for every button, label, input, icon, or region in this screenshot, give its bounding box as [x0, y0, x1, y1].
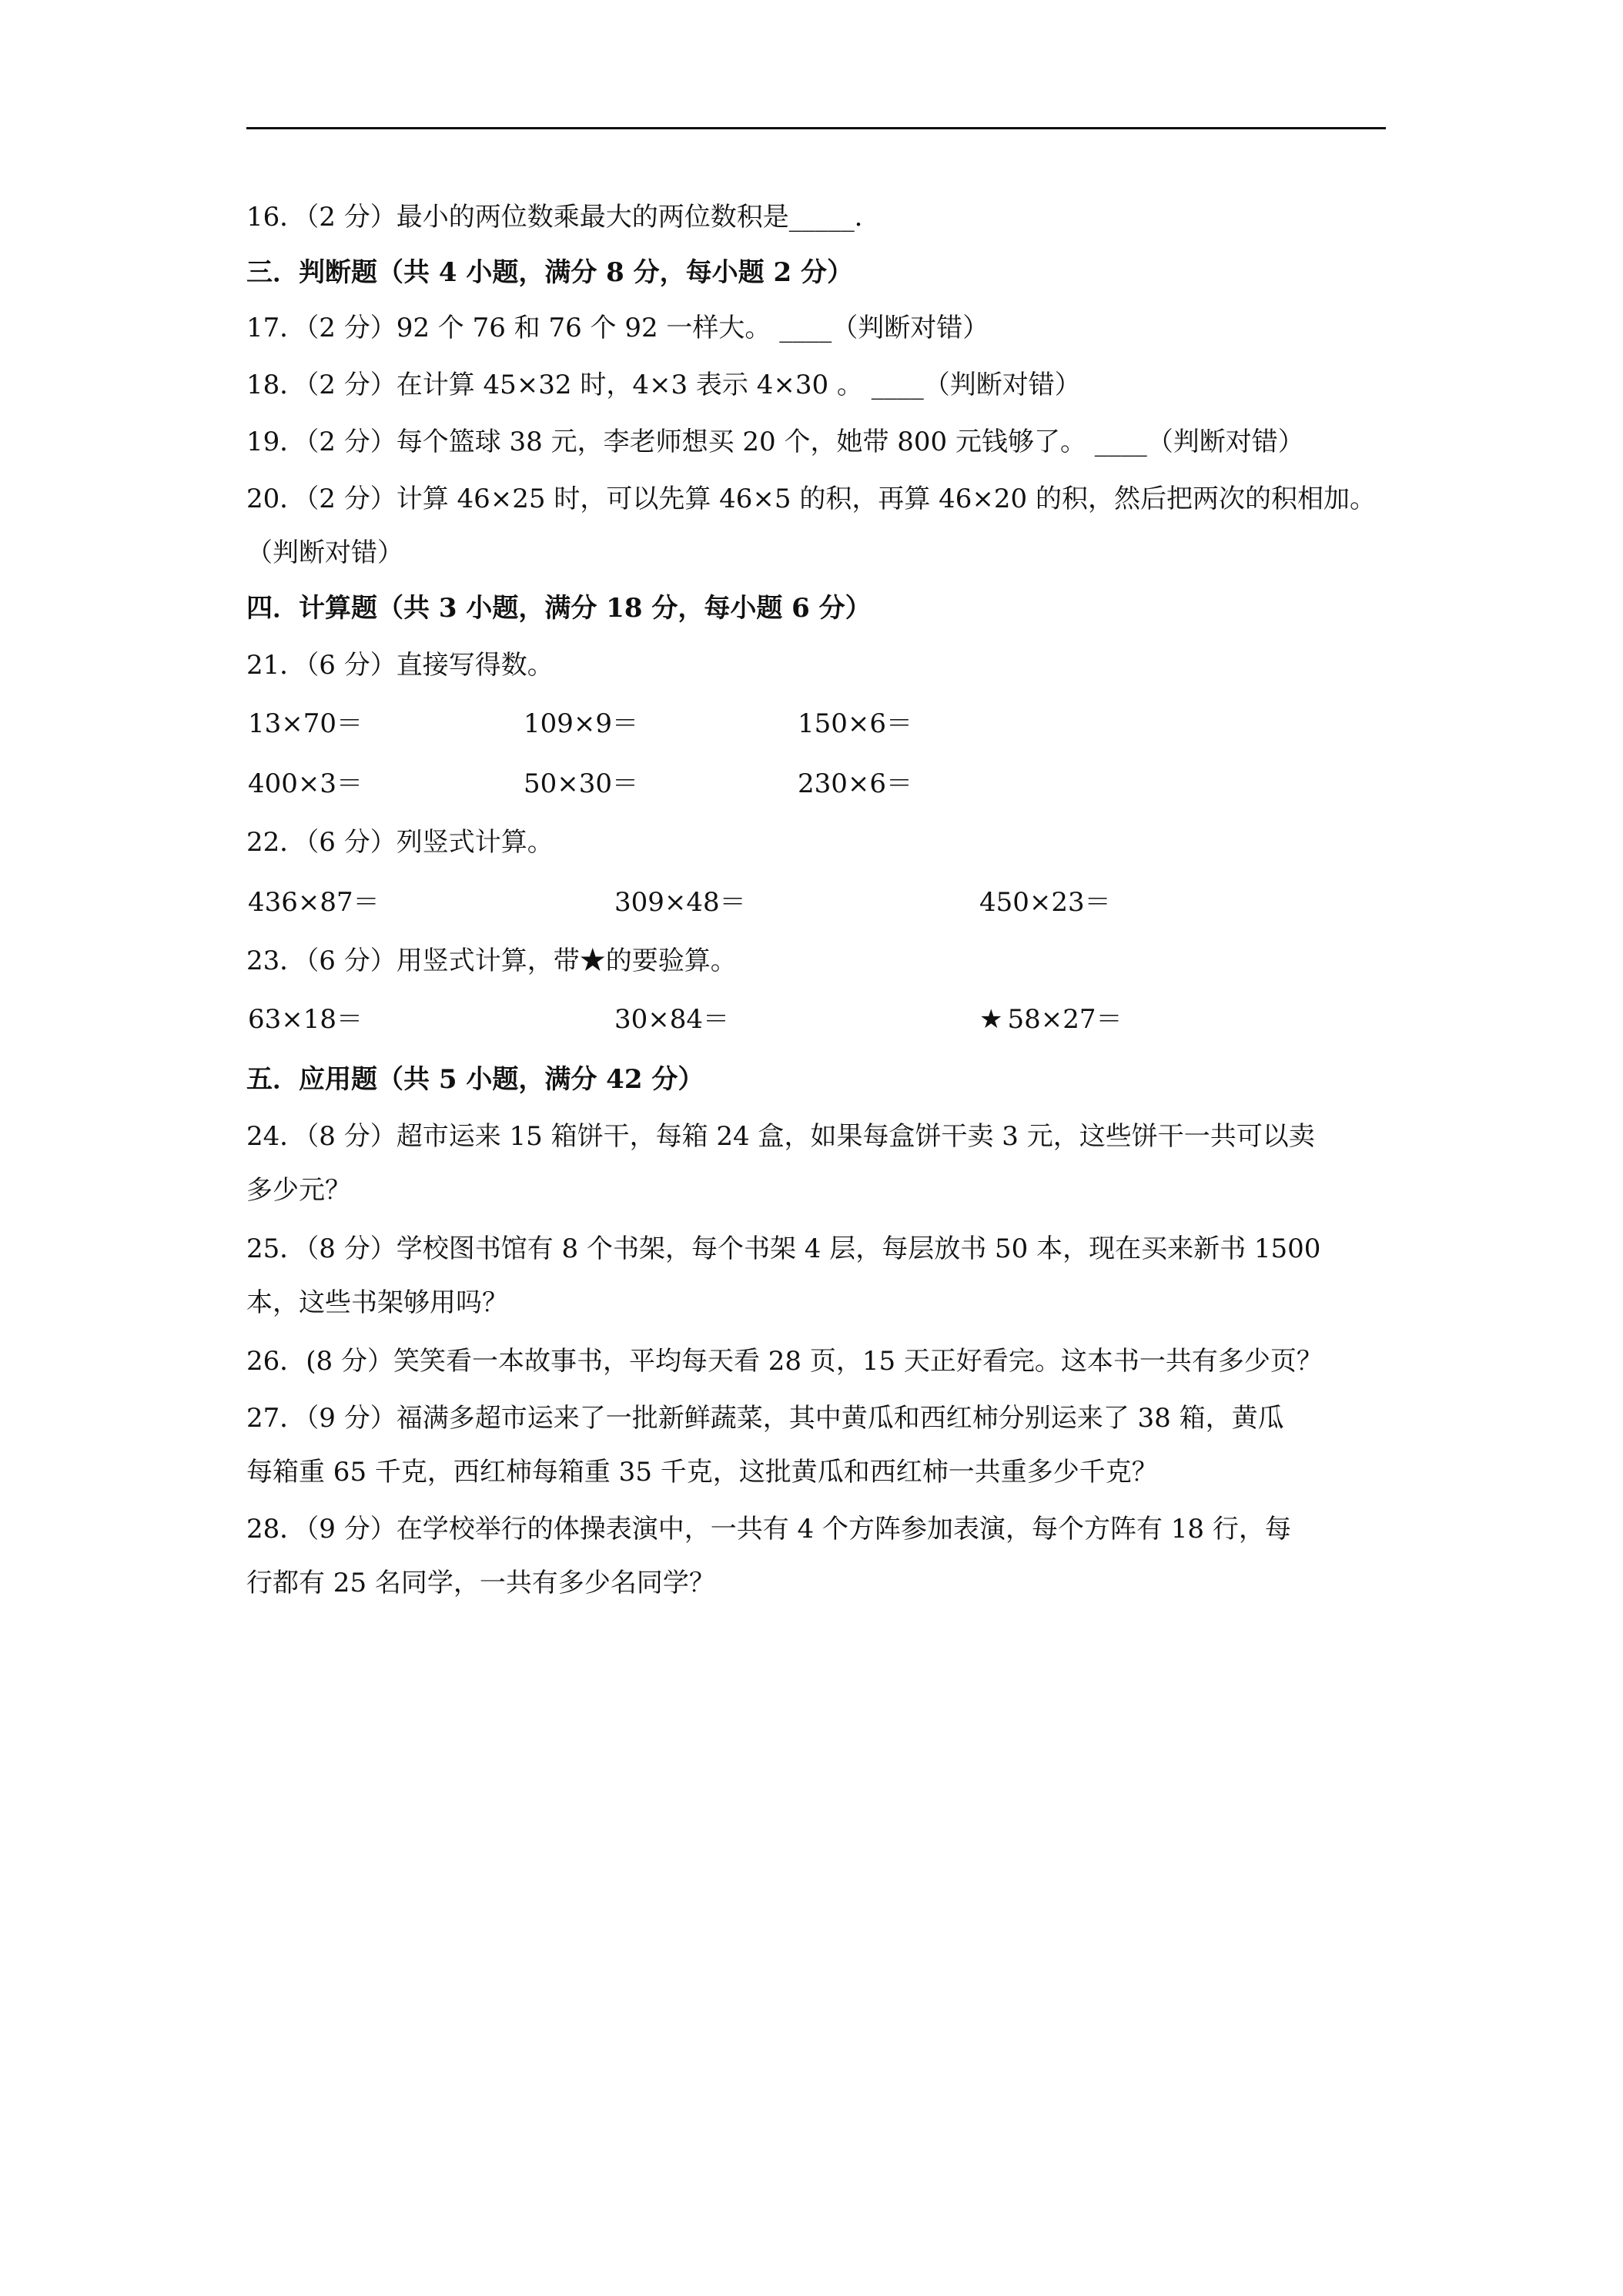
- question-16: 16．（2 分）最小的两位数乘最大的两位数积是_____．: [246, 202, 881, 233]
- question-25-line-1: 25．（8 分）学校图书馆有 8 个书架，每个书架 4 层，每层放书 50 本，现在买来新书 1500: [246, 1233, 1321, 1264]
- q21-item: 150×6＝: [798, 708, 913, 739]
- question-18: 18．（2 分）在计算 45×32 时，4×3 表示 4×30 。 ____（判断对错）: [246, 370, 1081, 400]
- q22-item: 436×87＝: [248, 887, 380, 918]
- section-4-heading: 四．计算题（共 3 小题，满分 18 分，每小题 6 分）: [246, 593, 872, 624]
- q21-item: 109×9＝: [524, 708, 639, 739]
- question-28-line-2: 行都有 25 名同学，一共有多少名同学？: [246, 1568, 715, 1598]
- question-27-line-1: 27．（9 分）福满多超市运来了一批新鲜蔬菜，其中黄瓜和西红柿分别运来了 38 箱，黄瓜: [246, 1403, 1284, 1434]
- question-19: 19．（2 分）每个篮球 38 元，李老师想买 20 个，她带 800 元钱够了。 ____（判断对错）: [246, 427, 1304, 457]
- question-24-line-2: 多少元？: [246, 1175, 351, 1206]
- question-20-line-1: 20．（2 分）计算 46×25 时，可以先算 46×5 的积，再算 46×20 的积，然后把两次的积相加。: [246, 484, 1376, 514]
- section-3-heading: 三．判断题（共 4 小题，满分 8 分，每小题 2 分）: [246, 257, 853, 288]
- question-27-line-2: 每箱重 65 千克，西红柿每箱重 35 千克，这批黄瓜和西红柿一共重多少千克？: [246, 1457, 1158, 1488]
- q22-item: 309×48＝: [614, 887, 746, 918]
- q21-item: 230×6＝: [798, 768, 913, 799]
- star-icon: ★: [979, 1004, 1003, 1035]
- question-23: 23．（6 分）用竖式计算，带★的要验算。: [246, 946, 737, 976]
- q21-item: 50×30＝: [524, 768, 639, 799]
- question-28-line-1: 28．（9 分）在学校举行的体操表演中，一共有 4 个方阵参加表演，每个方阵有 18 行，每: [246, 1514, 1291, 1545]
- q23-item-starred: [979, 1002, 1123, 1036]
- q23-item-text: 58×27＝: [1007, 1004, 1123, 1035]
- question-25-line-2: 本，这些书架够用吗？: [246, 1287, 508, 1318]
- q21-item: 13×70＝: [248, 708, 363, 739]
- question-26: 26．(8 分）笑笑看一本故事书，平均每天看 28 页，15 天正好看完。这本书一共有多少页？: [246, 1346, 1323, 1377]
- section-5-heading: 五．应用题（共 5 小题，满分 42 分）: [246, 1064, 704, 1095]
- question-20-line-2: （判断对错）: [246, 537, 403, 568]
- q23-item: 63×18＝: [248, 1004, 363, 1035]
- q23-item: 30×84＝: [614, 1004, 730, 1035]
- question-17: 17．（2 分）92 个 76 和 76 个 92 一样大。 ____（判断对错）: [246, 313, 989, 343]
- q22-item: 450×23＝: [979, 887, 1111, 918]
- header-rule: [246, 127, 1386, 129]
- question-24-line-1: 24．（8 分）超市运来 15 箱饼干，每箱 24 盒，如果每盒饼干卖 3 元，这些饼干一共可以卖: [246, 1121, 1315, 1152]
- question-22: 22．（6 分）列竖式计算。: [246, 827, 554, 858]
- q21-item: 400×3＝: [248, 768, 363, 799]
- question-21: 21．（6 分）直接写得数。: [246, 650, 554, 681]
